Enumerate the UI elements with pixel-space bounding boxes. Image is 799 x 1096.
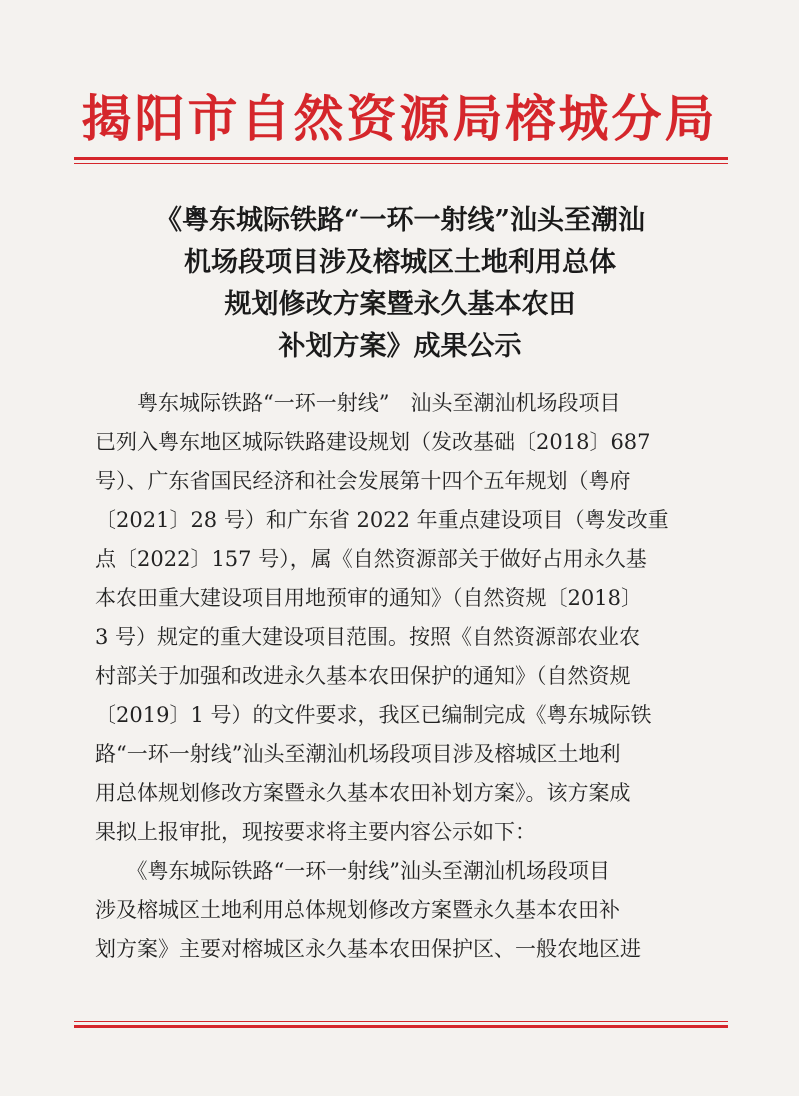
body-line: 路“一环一射线”汕头至潮汕机场段项目涉及榕城区土地利 bbox=[95, 742, 621, 766]
header-rule-thin bbox=[74, 163, 728, 164]
body-line: 点〔2022〕157 号），属《自然资源部关于做好占用永久基 bbox=[95, 547, 647, 571]
body-line: 本农田重大建设项目用地预审的通知》（自然资规〔2018〕 bbox=[95, 586, 642, 610]
body-line: 粤东城际铁路“一环一射线” 汕头至潮汕机场段项目 bbox=[95, 391, 621, 415]
agency-header: 揭阳市自然资源局榕城分局 bbox=[81, 89, 718, 148]
title-line: 机场段项目涉及榕城区土地利用总体 bbox=[184, 247, 616, 278]
footer-rule-thick bbox=[74, 1025, 728, 1028]
body-line: 《粤东城际铁路“一环一射线”汕头至潮汕机场段项目 bbox=[95, 859, 610, 883]
body-line: 〔2021〕28 号）和广东省 2022 年重点建设项目（粤发改重 bbox=[95, 508, 669, 532]
title-line: 《粤东城际铁路“一环一射线”汕头至潮汕 bbox=[154, 205, 646, 236]
notice-body bbox=[95, 384, 705, 969]
title-line: 补划方案》成果公示 bbox=[278, 331, 522, 362]
body-line: 已列入粤东地区城际铁路建设规划（发改基础〔2018〕687 bbox=[95, 430, 651, 454]
body-line: 涉及榕城区土地利用总体规划修改方案暨永久基本农田补 bbox=[95, 898, 620, 922]
body-line: 村部关于加强和改进永久基本农田保护的通知》（自然资规 bbox=[95, 664, 631, 688]
footer-rule-thin bbox=[74, 1021, 728, 1022]
body-line: 3 号）规定的重大建设项目范围。按照《自然资源部农业农 bbox=[95, 625, 641, 649]
notice-title bbox=[80, 200, 720, 368]
body-line: 号）、广东省国民经济和社会发展第十四个五年规划（粤府 bbox=[95, 469, 631, 493]
body-line: 〔2019〕1 号）的文件要求，我区已编制完成《粤东城际铁 bbox=[95, 703, 652, 727]
title-line: 规划修改方案暨永久基本农田 bbox=[224, 289, 576, 320]
header-rule-thick bbox=[74, 157, 728, 160]
body-line: 划方案》主要对榕城区永久基本农田保护区、一般农地区进 bbox=[95, 937, 641, 961]
body-line: 果拟上报审批，现按要求将主要内容公示如下： bbox=[95, 820, 536, 844]
body-line: 用总体规划修改方案暨永久基本农田补划方案》。该方案成 bbox=[95, 781, 631, 805]
